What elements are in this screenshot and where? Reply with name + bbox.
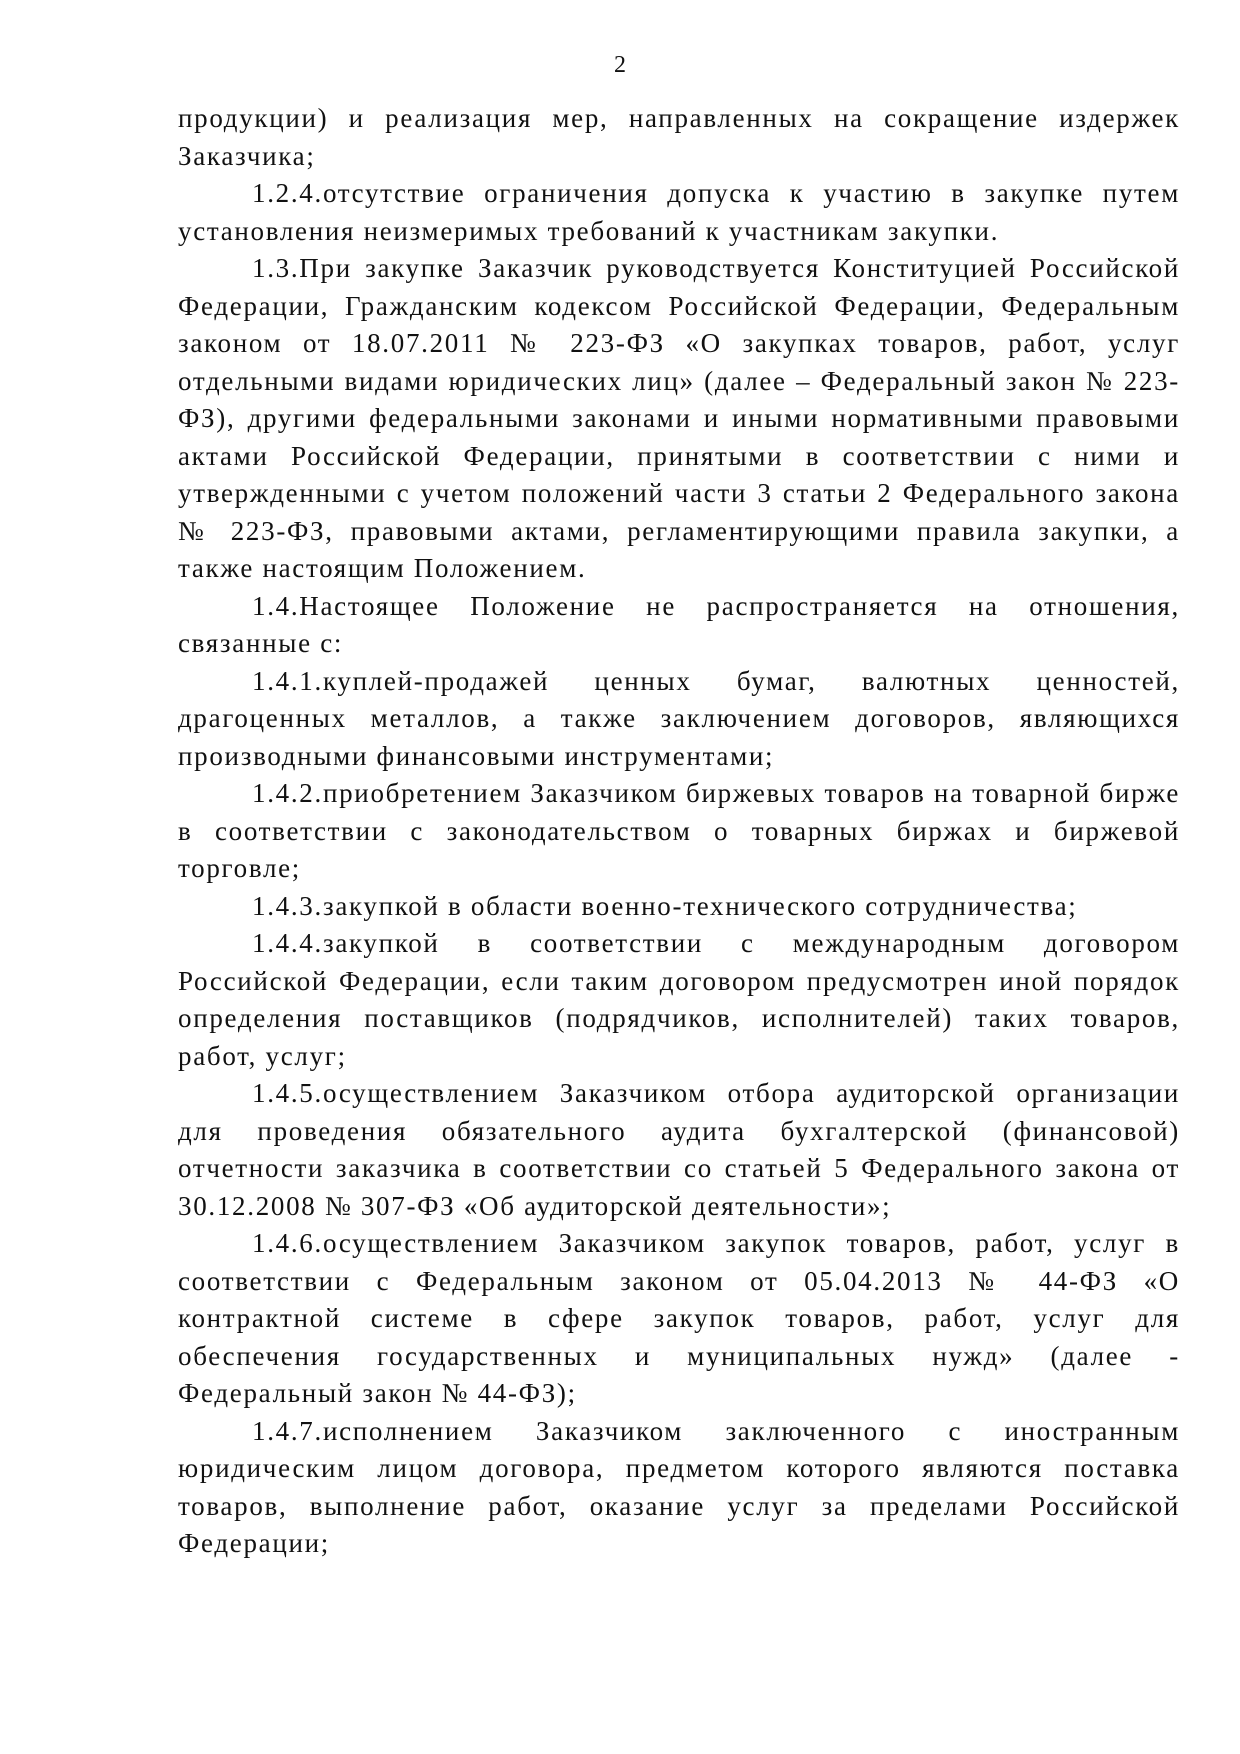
paragraph-1-4-6: 1.4.6.осуществлением Заказчиком закупок товаров, работ, услуг в соответствии с Федеральным законом от 05.04.2013 № 44-ФЗ «О контрактной системе в сфере закупок товаров, работ, услуг для обеспечения государственных и муниципальных нужд» (далее - Федеральный закон № 44-ФЗ); <box>178 1228 1180 1408</box>
paragraph-1-4-7: 1.4.7.исполнением Заказчиком заключенного с иностранным юридическим лицом договора, предметом которого являются поставка товаров, выполнение работ, оказание услуг за пределами Российской Федерации; <box>178 1415 1180 1558</box>
paragraph-1-2-4: 1.2.4.отсутствие ограничения допуска к участию в закупке путем установления неизмеримых требований к участникам закупки. <box>178 178 1180 246</box>
page-number: 2 <box>614 52 626 78</box>
paragraph-1-4-4: 1.4.4.закупкой в соответствии с международным договором Российской Федерации, если таким договором предусмотрен иной порядок определения поставщиков (подрядчиков, исполнителей) таких товаров, работ, услуг; <box>178 928 1180 1071</box>
paragraph-continuation: продукции) и реализация мер, направленных на сокращение издержек Заказчика; <box>178 103 1180 171</box>
paragraph-1-3: 1.3.При закупке Заказчик руководствуется Конституцией Российской Федерации, Гражданским кодексом Российской Федерации, Федеральным законом от 18.07.2011 № 223-ФЗ «О закупках товаров, работ, услуг отдельными видами юридических лиц» (далее – Федеральный закон № 223-ФЗ), другими федеральными законами и иными нормативными правовыми актами Российской Федерации, принятыми в соответствии с ними и утвержденными с учетом положений части 3 статьи 2 Федерального закона № 223-ФЗ, правовыми актами, регламентирующими правила закупки, а также настоящим Положением. <box>178 253 1180 583</box>
paragraph-1-4-5: 1.4.5.осуществлением Заказчиком отбора аудиторской организации для проведения обязательного аудита бухгалтерской (финансовой) отчетности заказчика в соответствии со статьей 5 Федерального закона от 30.12.2008 № 307-ФЗ «Об аудиторской деятельности»; <box>178 1078 1180 1221</box>
document-body <box>178 100 1180 1563</box>
paragraph-1-4: 1.4.Настоящее Положение не распространяется на отношения, связанные с: <box>178 590 1180 658</box>
paragraph-1-4-1: 1.4.1.куплей-продажей ценных бумаг, валютных ценностей, драгоценных металлов, а также заключением договоров, являющихся производными финансовыми инструментами; <box>178 665 1180 771</box>
paragraph-1-4-2: 1.4.2.приобретением Заказчиком биржевых товаров на товарной бирже в соответствии с законодательством о товарных биржах и биржевой торговле; <box>178 778 1180 883</box>
paragraph-1-4-3: 1.4.3.закупкой в области военно-технического сотрудничества; <box>252 890 1078 921</box>
